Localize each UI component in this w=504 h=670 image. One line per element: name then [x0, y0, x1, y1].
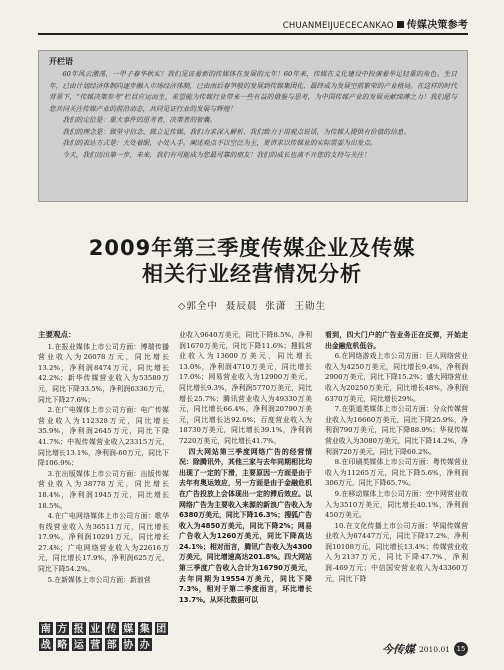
body-paragraph: 业收入9640万美元，同比下降8.5%，净利润1670万美元，同比下降11.6%；搜狐营业收入为13600万美元，同比增长13.0%，净利润4710万美元，同比增长17.0%；网易营业收入为12900万美元，同比增长9.3%，净利润5770万美元，同比增长25.7%；腾讯营业收入为49330万美元，同比增长66.4%，净利润20790万美元，同比增长达92.6%；百度营业收入为18730万美元，同比增长39.1%，净利润7220万美元，同比增长41.7%。 — [179, 331, 312, 445]
editor-note-paragraph: 我们的理念是：做坚守信念、做立足传媒、我们力求深入解析、我们致力于用观点说话，为传媒人提供有价值的信息。 — [62, 127, 411, 136]
banner-char: 报 — [71, 621, 87, 636]
page-number: 15 — [454, 642, 468, 656]
banner-char: 团 — [154, 621, 170, 636]
header-rule — [38, 33, 468, 35]
body-paragraph: 4.在广电网络媒体上市公司方面：歌华有线营业收入为36511万元，同比增长17.9%，净利润10291万元，同比增长27.4%；广电网络营业收入为22616万元，同比增长17.9%，净利润625万元，同比下降54.2%。 — [38, 512, 169, 574]
body-paragraph-bold: 看到，四大门户的广告业务正在反弹，开始走出金融危机低谷。 — [325, 331, 468, 350]
banner-char: 媒 — [121, 621, 137, 636]
banner-char: 方 — [55, 621, 71, 636]
banner-char: 运 — [71, 637, 87, 652]
editor-note-text — [49, 69, 457, 161]
body-paragraph: 8.在印刷类媒体上市公司方面：粤传媒营业收入为11265万元，同比下降5.6%，净利润306万元，同比下降65.7%。 — [325, 458, 468, 488]
page-footer — [382, 641, 468, 657]
article-title-line-1: 2009年第三季度传媒企业及传媒 — [88, 236, 416, 260]
sponsor-banner — [38, 621, 169, 653]
body-paragraph: 6.在网络游戏上市公司方面：巨人网络营业收入为4250万美元，同比增长9.4%，净利润2900万美元，同比下降15.2%；盛大网络营业收入为20250万美元，同比增长48%，净利润6370万美元，同比增长29%。 — [325, 352, 468, 403]
editor-note-label: 开栏语 — [49, 57, 73, 66]
body-paragraph: 5.在新媒体上市公司方面：新浪营 — [47, 575, 151, 584]
editor-note-paragraph: 60年风云激荡，一甲子春华秋实！我们见证着新的传媒体在发展的元年！60年来，传媒在文化建设中扮演着举足轻重的角色。生日年，已由计划经济体制向逐步融入市场经济体制，已由雨后春笋般的发展到传媒集团化，最终成为发展空前繁荣的产业格局。在这样的时代背景下，“传媒决策参考”栏目应运而生，希望能为传媒行业带来一些有益的借鉴与思考，为中国传媒产业的发展贡献绵薄之力！我们愿与您共同关注传媒产业的前沿动态，共同见证行业的发展与辉煌！ — [49, 70, 457, 113]
body-paragraph: 1.在报业媒体上市公司方面：博瑞传播营业收入为26078万元，同比增长13.2%，净利润8474万元，同比增长42.2%；新华传媒营业收入为53589万元，同比下降33.5%，净利润6336万元，同比下降27.6%； — [38, 342, 169, 404]
body-paragraph: 3.在出版媒体上市公司方面：出版传媒营业收入为38778万元，同比增长18.4%，净利润1945万元，同比增长18.5%。 — [38, 469, 169, 510]
body-paragraph: 9.在移动媒体上市公司方面：空中网营业收入为3510万美元，同比增长40.1%，净利润450万美元。 — [325, 489, 468, 520]
banner-row-1 — [38, 621, 169, 636]
body-paragraph: 10.在文化传播上市公司方面：华闻传媒营业收入为67447万元，同比下降17.2%，净利润10108万元，同比增长13.4%；传媒营业收入为2137万元，同比下降47.7%，净利润-469万元；中信国安营业收入为43360万元，同比下降 — [325, 521, 468, 583]
banner-char: 战 — [38, 637, 54, 652]
body-paragraph: 7.在渠道类媒体上市公司方面：分众传媒营业收入为16660万美元，同比下降25.9%，净利润790万美元，同比下降88.9%；华视传媒营业收入为3080万美元，同比下降14.2%，净利润720万美元，同比下降60.2%。 — [325, 405, 468, 456]
banner-char: 办 — [137, 637, 153, 652]
banner-char: 营 — [88, 637, 104, 652]
banner-char: 南 — [38, 621, 54, 636]
text-column-1 — [38, 330, 169, 585]
article-title-line-2: 相关行业经营情况分析 — [142, 262, 362, 286]
key-points-heading: 主要观点： — [38, 330, 76, 339]
banner-char: 部 — [104, 637, 120, 652]
banner-row-2 — [38, 637, 169, 652]
issue-number: 2010.01 — [418, 644, 450, 654]
header-text — [283, 16, 468, 31]
editor-note-paragraph: 我们的定位是：重大事件的思考者，决策者的智囊。 — [62, 116, 217, 124]
editor-note-paragraph: 今天，我们迈出第一步，未来，我们有可能成为您最可靠的朋友！我们的成长也离不开您的支持与关注！ — [62, 150, 371, 159]
banner-char: 传 — [104, 621, 120, 636]
magazine-logo: 今传媒 — [381, 643, 415, 656]
article-authors: ◇郭全中 聂辰晨 张潇 王勋生 — [178, 301, 326, 312]
banner-char: 协 — [121, 637, 137, 652]
editor-note-box — [38, 50, 468, 202]
banner-char: 业 — [88, 621, 104, 636]
text-column-2 — [179, 330, 312, 605]
running-header — [38, 16, 468, 38]
square-bullet-icon — [397, 21, 404, 28]
body-paragraph: 2.在广电媒体上市公司方面：电广传媒营业收入为112328万元，同比增长35.9%，净利润2645万元，同比下降41.7%；中视传媒营业收入23315万元，同比增长13.1%，净利润-60万元，同比下降106.9%； — [38, 406, 169, 468]
banner-char: 集 — [137, 621, 153, 636]
body-paragraph-bold: 四大网站第三季度网络广告的经营情况：除腾讯外，其他三家与去年同期相比均出现了一定的下滑，主要原因一方面是由于去年有奥运效应，另一方面是由于金融危机在广告投放上会体现出一定的滞后效应。以网络广告为主要收入来源的新浪广告收入为6380万美元，同比下降16.3%；搜狐广告收入为4850万美元，同比下降2%；网易广告收入为1260万美元，同比下降高达24.1%；相对而言，腾讯广告收入为4300万美元，同比增速高达201.8%。四大网站第三季度广告收入合计为16790万美元，去年同期为19554万美元，同比下降7.3%，相对于第二季度而言，环比增长13.7%。从环比数据可以 — [179, 447, 312, 604]
editor-note-paragraph: 我们的表达方式是：大处着眼，小处入手。阐述观点不以空泛为主，更讲求以传媒业的实际需要为出发点。 — [62, 139, 377, 147]
header-section: 传媒决策参考 — [406, 20, 468, 31]
banner-char: 略 — [55, 637, 71, 652]
header-pinyin: CHUANMEIJUECECANKAO — [282, 21, 394, 31]
text-column-3 — [325, 330, 468, 584]
